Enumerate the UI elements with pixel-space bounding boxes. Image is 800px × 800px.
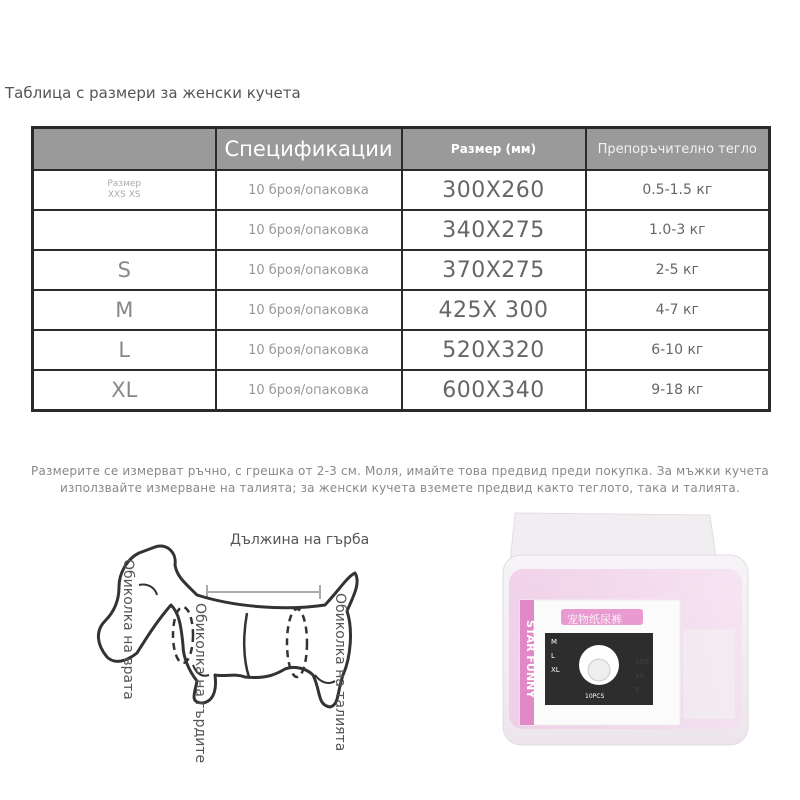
size-list-right: XXS XS S [635,658,650,694]
qty-cell: 10 броя/опаковка [216,290,402,330]
dim-cell: 520X320 [402,330,586,370]
table-row [33,370,770,411]
header-spec: Спецификации [216,128,402,171]
pack-count-text: 10PCS [585,693,605,700]
header-dimensions: Размер (мм) [402,128,586,171]
header-size [33,128,216,171]
weight-cell: 2-5 кг [586,250,770,290]
qty-cell: 10 броя/опаковка [216,330,402,370]
table-row [33,250,770,290]
dim-cell: 300X260 [402,170,586,210]
dim-cell: 340X275 [402,210,586,250]
product-title-text: 宠物纸尿裤 [567,613,622,626]
chest-girth-label: Обиколка на гърдите [192,603,208,764]
back-length-label: Дължина на гърба [230,532,370,548]
size-cell: M [33,290,216,330]
header-weight: Препоръчително тегло [586,128,770,171]
qty-cell: 10 броя/опаковка [216,250,402,290]
waist-girth-label: Обиколка на талията [332,593,348,752]
table-row [33,210,770,250]
dim-cell: 425X 300 [402,290,586,330]
weight-cell: 1.0-3 кг [586,210,770,250]
size-cell [33,210,216,250]
weight-cell: 0.5-1.5 кг [586,170,770,210]
dog-measurement-diagram [85,525,375,764]
qty-cell: 10 броя/опаковка [216,170,402,210]
size-cell: Размер XXS XS [33,170,216,210]
size-cell: L [33,330,216,370]
product-package-image [495,505,755,750]
qty-cell: 10 броя/опаковка [216,210,402,250]
dim-cell: 600X340 [402,370,586,411]
size-cell: S [33,250,216,290]
size-table [31,126,771,412]
weight-cell: 4-7 кг [586,290,770,330]
brand-text: STAR FUNNY [524,620,537,699]
table-header-row [33,128,770,171]
table-row [33,330,770,370]
measurement-note: Размерите се измерват ръчно, с грешка от 2-3 см. Моля, имайте това предвид преди покупка. За мъжки кучета използвайте измерване на талията; за женски кучета вземете предвид както теглото, така и талията. [31,464,769,495]
weight-cell: 9-18 кг [586,370,770,411]
dim-cell: 370X275 [402,250,586,290]
table-row [33,290,770,330]
neck-girth-label: Обиколка на врата [120,559,136,700]
table-row [33,170,770,210]
size-list-left: M L XL [551,638,560,674]
size-cell: XL [33,370,216,411]
weight-cell: 6-10 кг [586,330,770,370]
qty-cell: 10 броя/опаковка [216,370,402,411]
page-title: Таблица с размери за женски кучета [5,84,301,102]
